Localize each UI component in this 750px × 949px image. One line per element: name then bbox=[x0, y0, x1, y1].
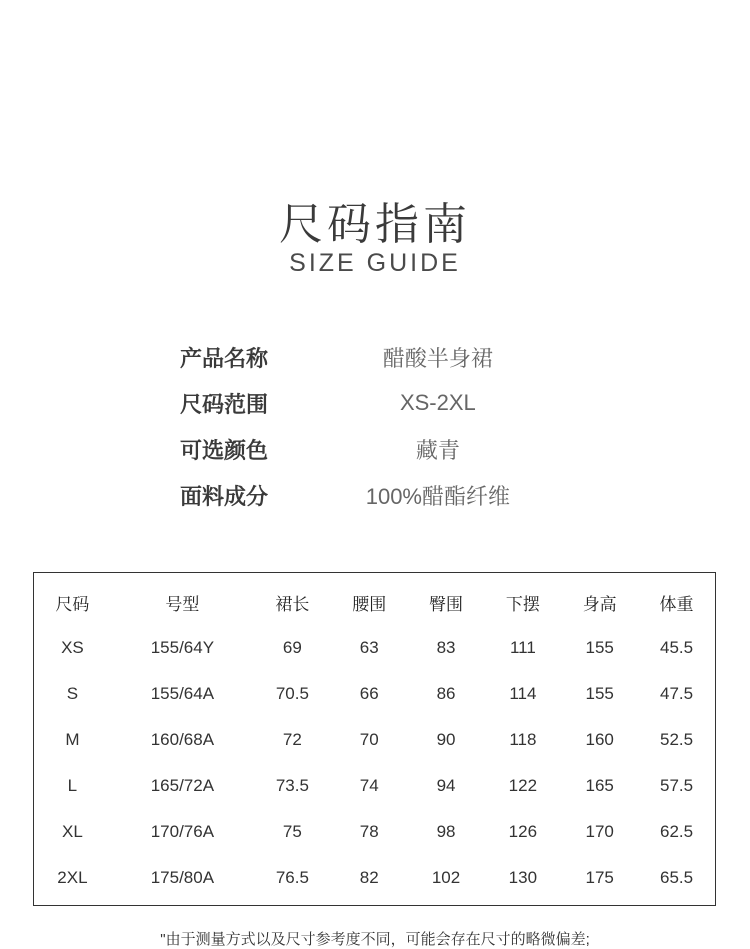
table-row bbox=[34, 625, 715, 671]
table-cell: 57.5 bbox=[660, 776, 694, 795]
table-cell: 165 bbox=[585, 776, 614, 795]
column-header: 身高 bbox=[582, 594, 617, 614]
column-header: 裙长 bbox=[275, 594, 310, 614]
table-cell: 76.5 bbox=[275, 868, 309, 887]
size-table bbox=[33, 572, 716, 906]
info-row-name bbox=[180, 334, 560, 380]
column-header: 尺码 bbox=[55, 594, 90, 614]
table-row bbox=[34, 717, 715, 763]
table-cell: 74 bbox=[359, 776, 379, 795]
table-cell: 69 bbox=[282, 638, 302, 657]
table-cell: 130 bbox=[508, 868, 538, 887]
column-header: 号型 bbox=[165, 594, 200, 614]
info-row-fabric bbox=[180, 472, 560, 518]
column-header: 体重 bbox=[659, 594, 694, 614]
page-subtitle: SIZE GUIDE bbox=[289, 249, 461, 277]
column-header: 臀围 bbox=[429, 594, 464, 614]
table-cell: 70 bbox=[359, 730, 379, 749]
info-value: 醋酸半身裙 bbox=[382, 345, 493, 371]
info-label: 产品名称 bbox=[180, 345, 269, 371]
table-cell: 165/72A bbox=[150, 776, 215, 795]
table-cell: 86 bbox=[436, 684, 456, 703]
table-cell: 155 bbox=[585, 638, 614, 657]
table-cell: 114 bbox=[509, 684, 537, 703]
table-cell: 155 bbox=[585, 684, 614, 703]
table-header-row bbox=[34, 579, 715, 625]
column-header: 下摆 bbox=[505, 594, 540, 614]
table-cell: 102 bbox=[431, 868, 461, 887]
table-cell: 66 bbox=[359, 684, 379, 703]
info-value: 藏青 bbox=[415, 437, 460, 463]
table-cell: 126 bbox=[508, 822, 538, 841]
table-cell: 94 bbox=[436, 776, 456, 795]
table-cell: 70.5 bbox=[275, 684, 309, 703]
table-cell: 118 bbox=[509, 730, 537, 749]
table-cell: 155/64Y bbox=[150, 638, 215, 657]
table-cell: 65.5 bbox=[660, 868, 694, 887]
info-value: XS-2XL bbox=[399, 390, 476, 415]
table-cell: 62.5 bbox=[660, 822, 694, 841]
page-title: 尺码指南 bbox=[279, 199, 471, 250]
table-cell: XL bbox=[62, 822, 83, 841]
table-cell: 78 bbox=[359, 822, 379, 841]
table-row bbox=[34, 763, 715, 809]
table-cell: 45.5 bbox=[660, 638, 694, 657]
table-cell: 170 bbox=[585, 822, 614, 841]
table-cell: M bbox=[65, 730, 80, 749]
info-label: 尺码范围 bbox=[180, 391, 269, 417]
table-cell: 160 bbox=[585, 730, 614, 749]
table-cell: 75 bbox=[282, 822, 302, 841]
table-cell: 82 bbox=[359, 868, 379, 887]
table-cell: 98 bbox=[436, 822, 456, 841]
table-cell: 63 bbox=[359, 638, 379, 657]
table-cell: 2XL bbox=[57, 868, 88, 887]
info-value: 100%醋酯纤维 bbox=[365, 483, 510, 509]
table-cell: 122 bbox=[508, 776, 538, 795]
table-cell: 73.5 bbox=[275, 776, 309, 795]
table-cell: 111 bbox=[509, 638, 536, 657]
table-row bbox=[34, 809, 715, 855]
table-row bbox=[34, 671, 715, 717]
table-cell: 90 bbox=[436, 730, 456, 749]
product-info bbox=[180, 334, 560, 518]
info-row-color bbox=[180, 426, 560, 472]
table-cell: S bbox=[66, 684, 79, 703]
column-header: 腰围 bbox=[352, 594, 387, 614]
table-cell: XS bbox=[61, 638, 84, 657]
table-cell: 72 bbox=[282, 730, 302, 749]
info-row-size-range bbox=[180, 380, 560, 426]
table-cell: 175 bbox=[585, 868, 614, 887]
measurement-note: "由于测量方式以及尺寸参考度不同，可能会存在尺寸的略微偏差; bbox=[160, 931, 590, 948]
table-cell: 155/64A bbox=[150, 684, 215, 703]
info-label: 可选颜色 bbox=[180, 437, 269, 463]
table-cell: 175/80A bbox=[150, 868, 215, 887]
table-cell: L bbox=[67, 776, 78, 795]
table-cell: 160/68A bbox=[150, 730, 215, 749]
table-row bbox=[34, 855, 715, 901]
table-cell: 52.5 bbox=[660, 730, 694, 749]
info-label: 面料成分 bbox=[180, 483, 269, 509]
table-cell: 83 bbox=[436, 638, 456, 657]
table-cell: 170/76A bbox=[150, 822, 215, 841]
table-cell: 47.5 bbox=[660, 684, 694, 703]
